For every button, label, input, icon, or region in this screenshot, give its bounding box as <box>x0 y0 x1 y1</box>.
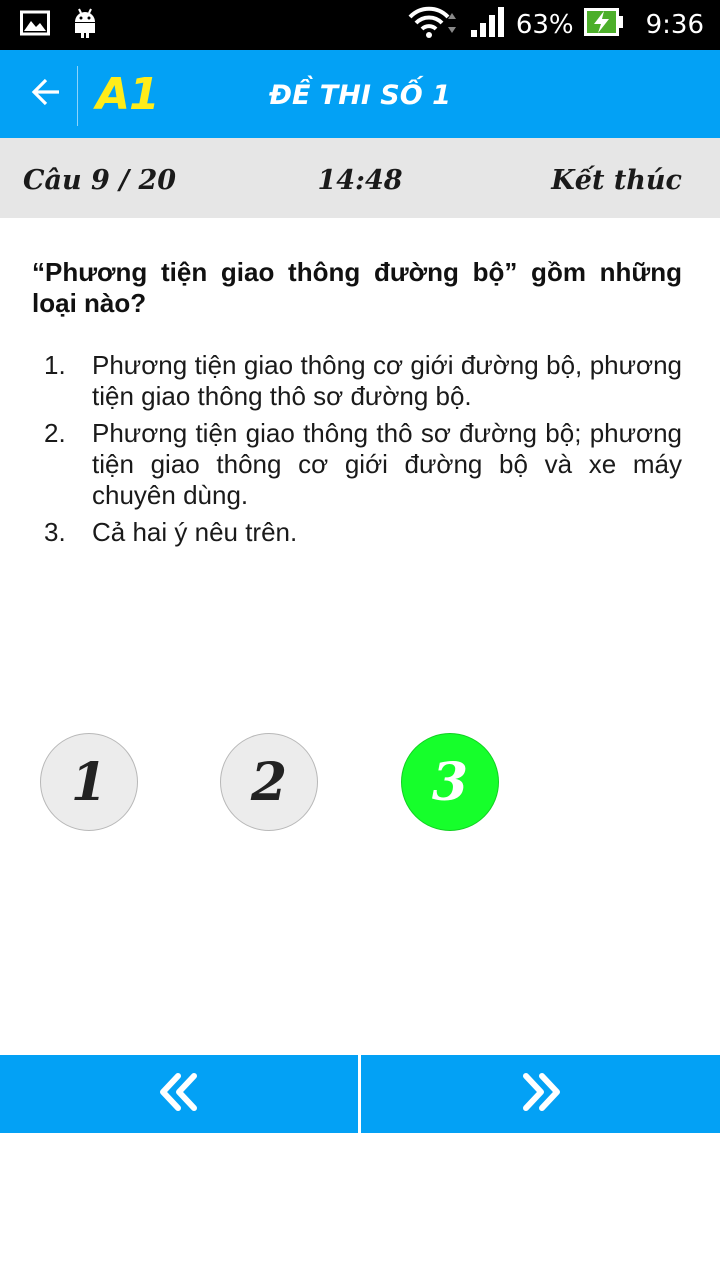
answer-text: Cả hai ý nêu trên. <box>92 517 298 547</box>
back-button[interactable] <box>18 70 74 118</box>
answer-item <box>32 350 682 412</box>
status-bar <box>0 0 720 50</box>
choice-button-3[interactable]: 3 <box>401 733 499 831</box>
answer-item <box>32 517 682 548</box>
answer-number: 3. <box>44 517 66 547</box>
battery-percent: 63% <box>515 10 574 40</box>
choice-button-1[interactable]: 1 <box>40 733 138 831</box>
answer-text: Phương tiện giao thông thô sơ đường bộ; phương tiện giao thông cơ giới đường bộ và xe máy chuyên dùng. <box>92 418 682 510</box>
arrow-left-icon <box>31 78 61 111</box>
status-time: 9:36 <box>645 10 704 40</box>
image-icon <box>20 10 50 41</box>
wifi-icon <box>408 5 460 46</box>
choice-button-2[interactable]: 2 <box>220 733 318 831</box>
signal-icon <box>470 6 506 45</box>
double-chevron-left-icon <box>157 1072 201 1117</box>
info-bar <box>0 138 720 218</box>
answer-list <box>32 350 682 554</box>
question-counter: Câu 9 / 20 <box>23 165 177 196</box>
app-bar-divider <box>77 66 78 126</box>
android-icon <box>72 7 98 44</box>
answer-item <box>32 418 682 511</box>
double-chevron-right-icon <box>519 1072 563 1117</box>
countdown-timer: 14:48 <box>317 165 403 196</box>
question-text: “Phương tiện giao thông đường bộ” gồm những loại nào? <box>32 257 682 318</box>
next-question-button[interactable] <box>361 1055 720 1133</box>
status-left <box>20 8 98 42</box>
answer-text: Phương tiện giao thông cơ giới đường bộ, phương tiện giao thông thô sơ đường bộ. <box>92 350 682 411</box>
previous-question-button[interactable] <box>0 1055 358 1133</box>
app-logo: A1 <box>96 69 159 120</box>
answer-number: 1. <box>44 350 66 380</box>
app-bar <box>0 50 720 138</box>
page-title: ĐỀ THI SỐ 1 <box>269 80 451 111</box>
answer-number: 2. <box>44 418 66 448</box>
battery-charging-icon <box>584 8 624 43</box>
finish-button[interactable]: Kết thúc <box>551 165 682 196</box>
status-right <box>408 0 704 50</box>
